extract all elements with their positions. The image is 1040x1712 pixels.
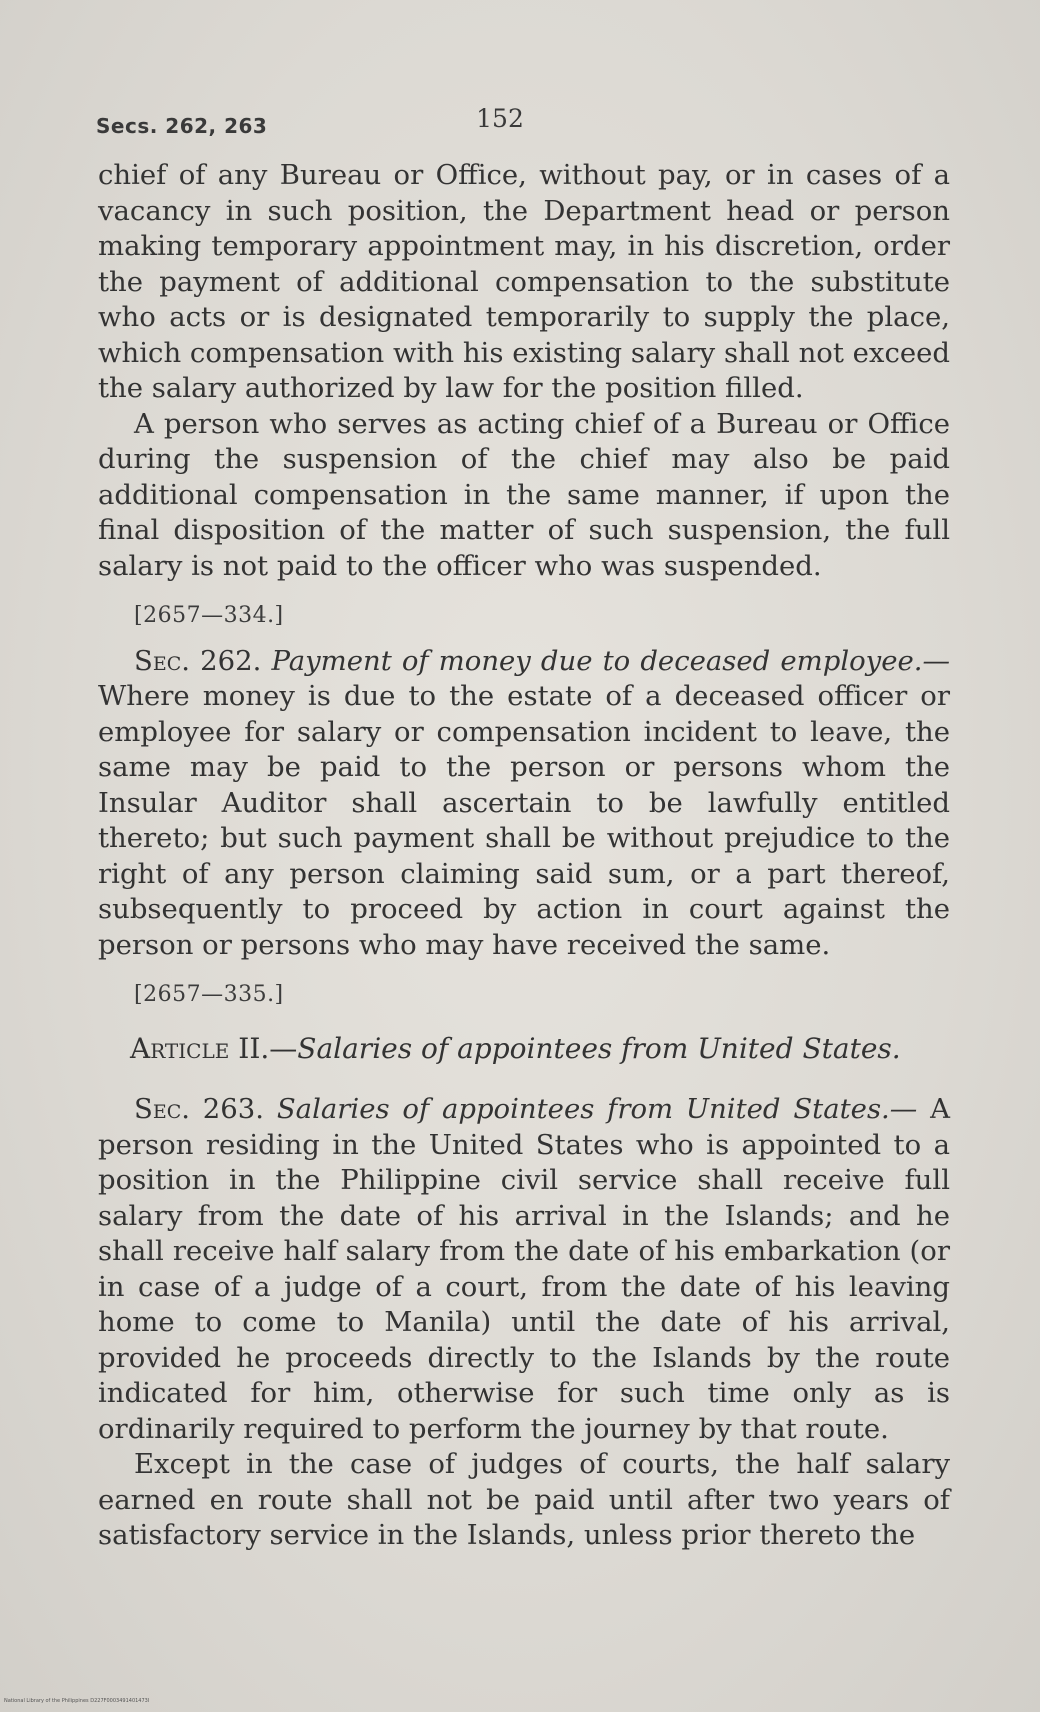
library-footer: National Library of the Philippines D227F0003491401473I — [4, 1698, 150, 1704]
section-263 — [98, 1092, 950, 1447]
page-header — [96, 104, 944, 144]
page-number: 152 — [476, 104, 524, 133]
section-263-caption: Salaries of appointees from United States.— — [276, 1093, 918, 1125]
article-heading — [130, 1031, 950, 1067]
section-262 — [98, 644, 950, 964]
paragraph-acting-chief: A person who serves as acting chief of a Bureau or Office during the suspension of the chief may also be paid additional compensation in the same manner, if upon the final disposition of the matter of such suspension, the full salary is not paid to the officer who was suspended. — [98, 407, 950, 582]
paragraph-continuation: chief of any Bureau or Office, without pay, or in cases of a vacancy in such position, the Department head or person making temporary appointment may, in his discretion, order the payment of additional compensation to the substitute who acts or is designated temporarily to supply the place, which compensation with his existing salary shall not exceed the salary authorized by law for the position filled. — [98, 159, 950, 404]
section-262-label: Sec. 262. — [134, 644, 262, 677]
citation-335: [2657—335.] — [134, 982, 284, 1007]
page-body — [98, 158, 950, 1554]
paragraph-half-salary: Except in the case of judges of courts, the half salary earned en route shall not be paid until after two years of satisfactory service in the Islands, unless prior thereto the — [98, 1448, 950, 1551]
citation-334: [2657—334.] — [134, 603, 284, 628]
section-262-text: Where money is due to the estate of a deceased officer or employee for salary or compensation incident to leave, the same may be paid to the person or persons whom the Insular Auditor shall ascertain to be lawfully entitled thereto; but such payment shall be without prejudice to the right of any person claiming said sum, or a part thereof, subsequently to proceed by action in court against the person or persons who may have received the same. — [98, 680, 950, 961]
section-262-caption: Payment of money due to deceased employee.— — [271, 644, 951, 677]
section-263-label: Sec. 263. — [134, 1093, 265, 1125]
section-263-text: A person residing in the United States who is appointed to a position in the Philippine civil service shall receive full salary from the date of his arrival in the Islands; and he shall receive half salary from the date of his embarkation (or in case of a judge of a court, from the date of his leaving home to come to Manila) until the date of his arrival, provided he proceeds directly to the Islands by the route indicated for him, otherwise for such time only as is ordinarily required to perform the journey by that route. — [98, 1093, 950, 1445]
article-lead: Article II.— — [130, 1031, 298, 1065]
section-reference: Secs. 262, 263 — [96, 114, 268, 138]
article-title: Salaries of appointees from United States. — [297, 1031, 901, 1065]
